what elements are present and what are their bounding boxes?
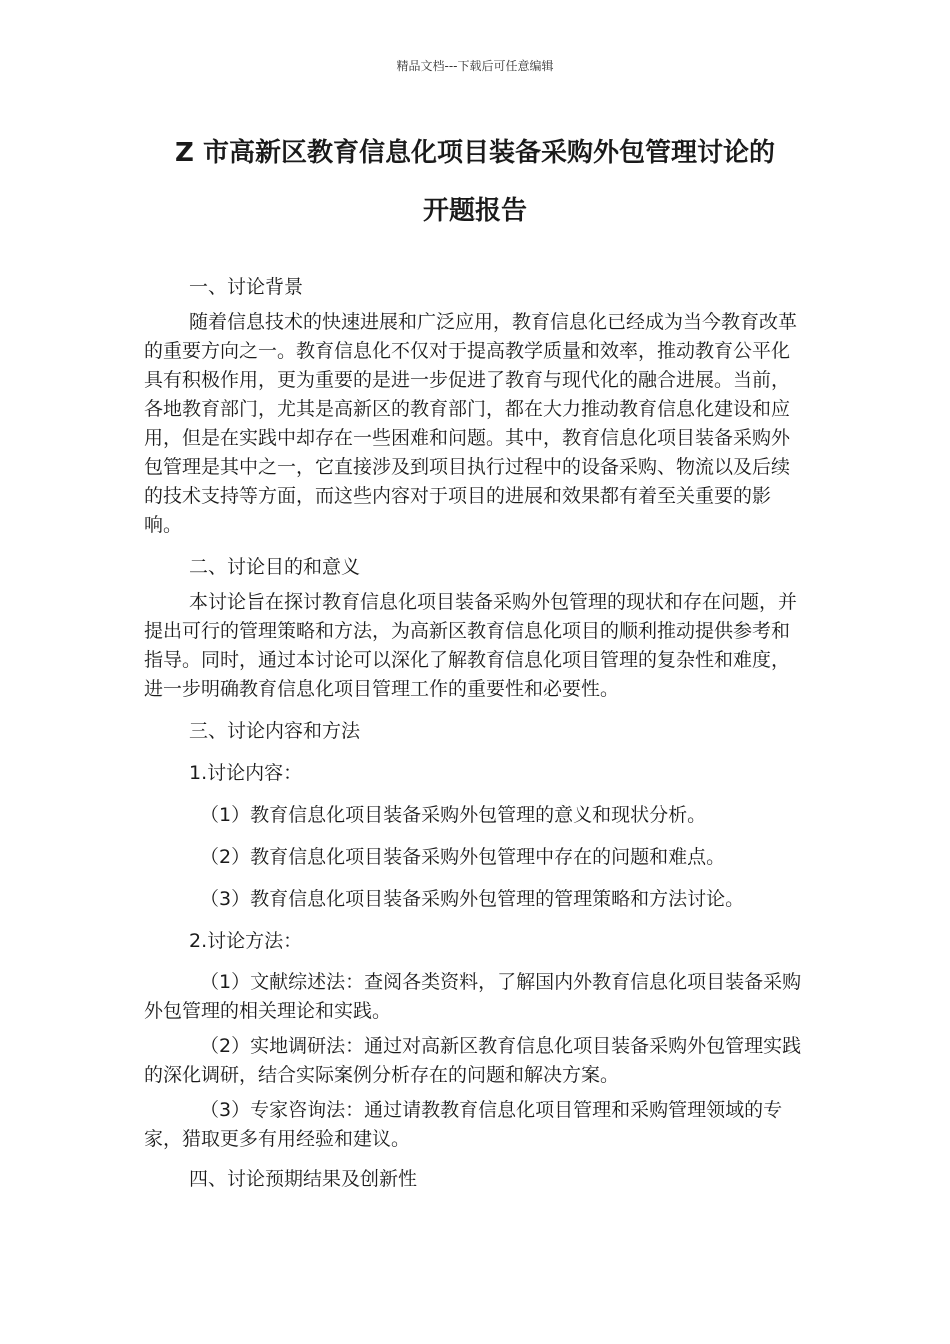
document-body (144, 266, 806, 1200)
method-item: （3）专家咨询法：通过请教教育信息化项目管理和采购管理领域的专家，猎取更多有用经验和建议。 (144, 1099, 783, 1150)
method-label: 2.讨论方法： (189, 930, 303, 952)
paragraph-background: 随着信息技术的快速进展和广泛应用，教育信息化已经成为当今教育改革的重要方向之一。教育信息化不仅对于提高教学质量和效率，推动教育公平化具有积极作用，更为重要的是进一步促进了教育与现代化的融合进展。当前，各地教育部门，尤其是高新区的教育部门，都在大力推动教育信息化建设和应用，但是在实践中却存在一些困难和问题。其中，教育信息化项目装备采购外包管理是其中之一，它直接涉及到项目执行过程中的设备采购、物流以及后续的技术支持等方面，而这些内容对于项目的进展和效果都有着至关重要的影响。 (144, 311, 798, 536)
section-heading-content-method: 三、讨论内容和方法 (189, 720, 361, 742)
content-item: （3）教育信息化项目装备采购外包管理的管理策略和方法讨论。 (200, 888, 745, 910)
method-item: （2）实地调研法：通过对高新区教育信息化项目装备采购外包管理实践的深化调研，结合实际案例分析存在的问题和解决方案。 (144, 1035, 802, 1086)
content-item: （1）教育信息化项目装备采购外包管理的意义和现状分析。 (200, 804, 707, 826)
content-label: 1.讨论内容： (189, 762, 303, 784)
method-item: （1）文献综述法：查阅各类资料，了解国内外教育信息化项目装备采购外包管理的相关理论和实践。 (144, 971, 802, 1022)
document-title-line-2: 开题报告 (422, 196, 527, 226)
paragraph-purpose: 本讨论旨在探讨教育信息化项目装备采购外包管理的现状和存在问题，并提出可行的管理策略和方法，为高新区教育信息化项目的顺利推动提供参考和指导。同时，通过本讨论可以深化了解教育信息化项目管理的复杂性和难度，进一步明确教育信息化项目管理工作的重要性和必要性。 (144, 591, 798, 700)
section-heading-background: 一、讨论背景 (189, 276, 304, 298)
content-item: （2）教育信息化项目装备采购外包管理中存在的问题和难点。 (200, 846, 726, 868)
section-heading-expected-results: 四、讨论预期结果及创新性 (189, 1168, 418, 1190)
document-title-line-1: Z 市高新区教育信息化项目装备采购外包管理讨论的 (175, 138, 775, 168)
header-note: 精品文档---下载后可任意编辑 (396, 59, 554, 73)
section-heading-purpose: 二、讨论目的和意义 (189, 556, 361, 578)
